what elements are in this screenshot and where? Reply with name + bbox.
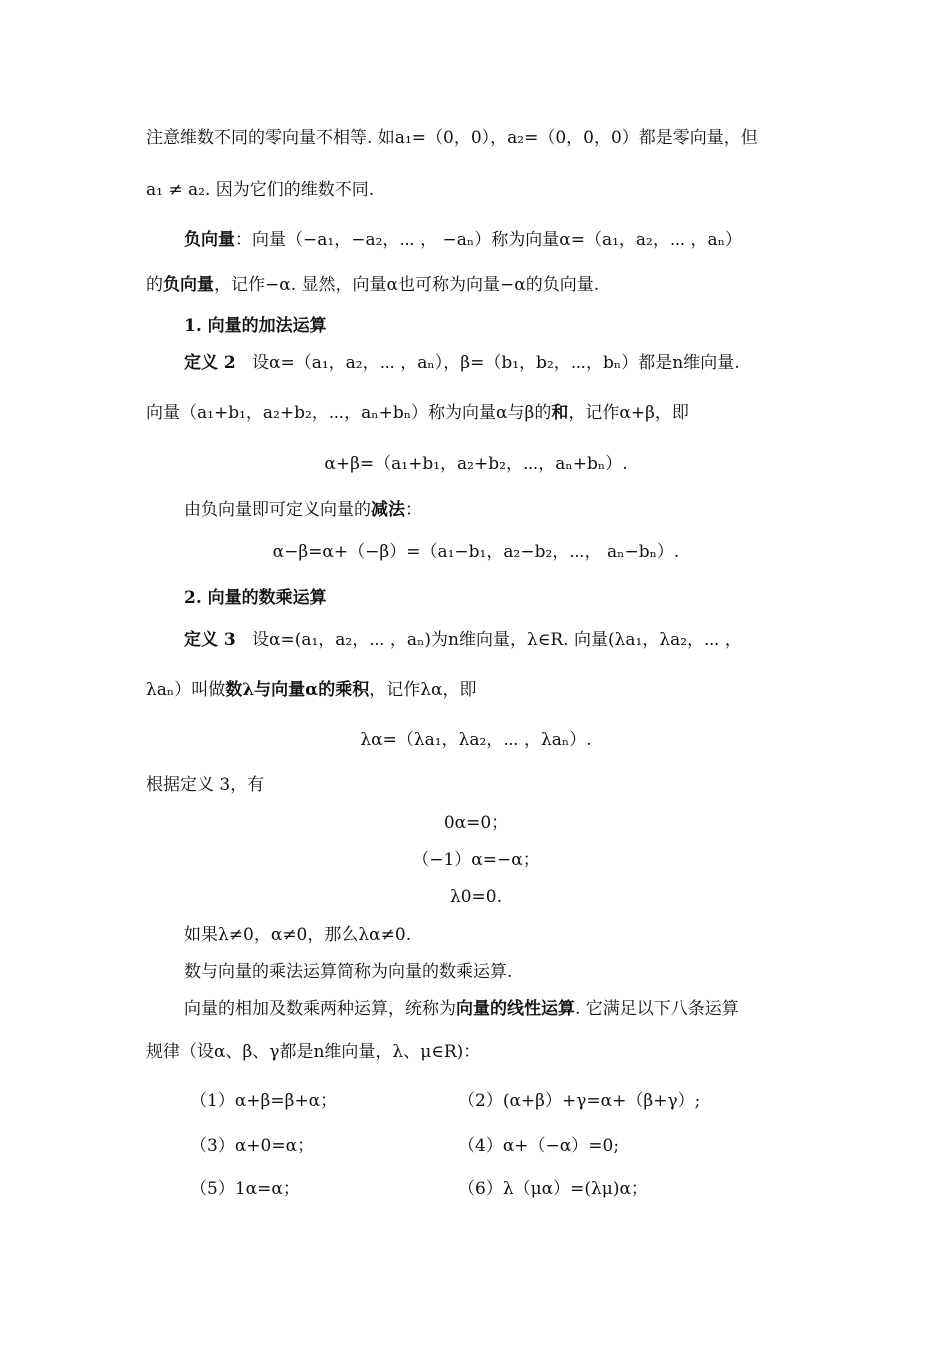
rule-6: （6）λ（μα）=(λμ)α； <box>458 1179 648 1199</box>
term-sum: 和 <box>551 403 569 423</box>
definition-text: 设α=(a₁，a₂，⋯ ，aₙ)为n维向量，λ∈R. 向量(λa₁，λa₂，⋯ ， <box>251 630 742 650</box>
heading-addition: 1. 向量的加法运算 <box>184 316 327 336</box>
term-negative-vector: 负向量 <box>184 230 235 250</box>
equation-difference: α−β=α+（−β）=（a₁−b₁，a₂−b₂，⋯， aₙ−bₙ）. <box>272 542 680 562</box>
text-fragment: 向量的相加及数乘两种运算，统称为 <box>184 999 456 1019</box>
rule-1: （1）α+β=β+α； <box>190 1091 338 1111</box>
term-negative-vector-2: 负向量 <box>163 275 214 295</box>
definition-label: 定义 3 <box>184 630 236 650</box>
text-fragment: 向量（a₁+b₁，a₂+b₂，⋯，aₙ+bₙ）称为向量α与β的 <box>146 403 552 423</box>
text-fragment: λaₙ）叫做 <box>146 680 226 700</box>
term-subtraction: 减法 <box>371 500 405 520</box>
heading-scalar-multiplication: 2. 向量的数乘运算 <box>184 588 327 608</box>
definition-label: 定义 2 <box>184 353 236 373</box>
equation-minus-one: （−1）α=−α； <box>412 850 540 870</box>
equation-sum: α+β=（a₁+b₁，a₂+b₂，⋯，aₙ+bₙ）. <box>324 454 628 474</box>
equation-zero-alpha: 0α=0； <box>443 813 509 833</box>
text-fragment: ，记作α+β，即 <box>568 403 689 423</box>
definition-3 <box>184 628 742 652</box>
para-linear-operations-cont: 规律（设α、β、γ都是n维向量，λ、μ∈R)： <box>146 1042 481 1062</box>
term-scalar-product: 数λ与向量α的乘积 <box>225 680 370 700</box>
text-fragment: 的 <box>146 275 163 295</box>
term-linear-operation: 向量的线性运算 <box>456 999 575 1019</box>
text-fragment: 由负向量即可定义向量的 <box>184 500 371 520</box>
para-nonzero: 如果λ≠0，α≠0，那么λα≠0. <box>184 925 412 945</box>
text-fragment: . 它满足以下八条运算 <box>575 999 739 1019</box>
para-negative-vector <box>184 228 742 252</box>
para-zero-vector-cont: a₁ ≠ a₂. 因为它们的维数不同. <box>146 180 375 200</box>
text-fragment: ，记作λα，即 <box>369 680 477 700</box>
definition-2-cont <box>146 401 689 425</box>
rule-2: （2）(α+β）+γ=α+（β+γ）; <box>458 1091 701 1111</box>
negative-vector-text: ：向量（−a₁，−a₂，⋯ ， −aₙ）称为向量α=（a₁，a₂，⋯ ，aₙ） <box>235 230 743 250</box>
rule-4: （4）α+（−α）=0; <box>458 1136 620 1156</box>
para-zero-vector: 注意维数不同的零向量不相等. 如a₁=（0，0），a₂=（0，0，0）都是零向量，但 <box>146 128 758 148</box>
text-fragment: ： <box>405 500 422 520</box>
para-negative-vector-cont <box>146 273 599 297</box>
rule-3: （3）α+0=α； <box>190 1136 315 1156</box>
rule-5: （5）1α=α； <box>190 1179 300 1199</box>
definition-3-cont <box>146 678 477 702</box>
para-scalar-definition: 数与向量的乘法运算简称为向量的数乘运算. <box>184 962 513 982</box>
equation-scalar: λα=（λa₁，λa₂，⋯ ，λaₙ）. <box>360 730 592 750</box>
para-by-definition-3: 根据定义 3，有 <box>146 775 265 795</box>
para-subtraction <box>184 498 422 522</box>
equation-lambda-zero: λ0=0. <box>449 887 503 907</box>
definition-text: 设α=（a₁，a₂，⋯ ，aₙ），β=（b₁，b₂，⋯，bₙ）都是n维向量. <box>251 353 740 373</box>
definition-2 <box>184 351 740 375</box>
text-fragment: ，记作−α. 显然，向量α也可称为向量−α的负向量. <box>214 275 600 295</box>
para-linear-operations <box>184 997 739 1021</box>
